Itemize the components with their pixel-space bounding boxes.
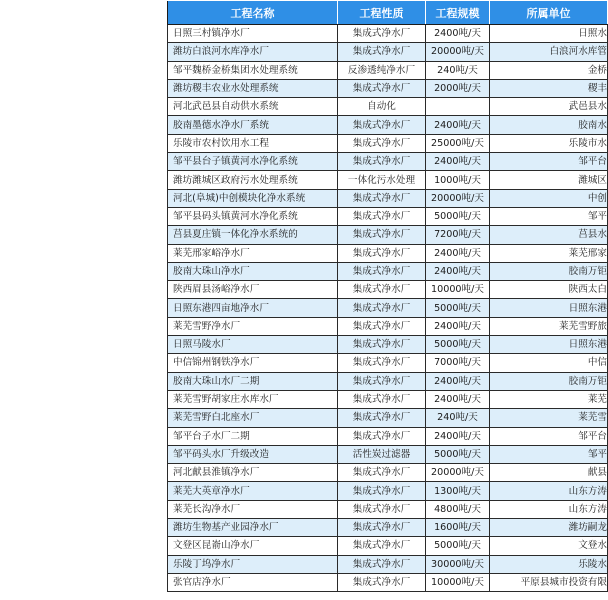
cell-owner-unit: 山东方涛 — [490, 500, 608, 518]
cell-project-scale: 2400吨/天 — [426, 262, 490, 280]
table-row — [168, 555, 608, 573]
cell-project-name: 邹平台子水厂二期 — [168, 427, 338, 445]
table-row — [168, 25, 608, 43]
cell-project-scale: 1300吨/天 — [426, 482, 490, 500]
cell-project-scale: 5000吨/天 — [426, 445, 490, 463]
cell-project-scale: 30000吨/天 — [426, 555, 490, 573]
cell-project-type: 集成式净水厂 — [338, 244, 426, 262]
cell-project-scale: 7000吨/天 — [426, 354, 490, 372]
table-row — [168, 390, 608, 408]
cell-project-scale: 2400吨/天 — [426, 390, 490, 408]
header-row — [168, 1, 608, 25]
cell-project-type: 活性炭过滤器 — [338, 445, 426, 463]
cell-project-name: 莱芜邢家峪净水厂 — [168, 244, 338, 262]
table-row — [168, 445, 608, 463]
cell-project-name: 邹平魏桥金桥集团水处理系统 — [168, 61, 338, 79]
table-row — [168, 116, 608, 134]
table-row — [168, 226, 608, 244]
table-row — [168, 79, 608, 97]
cell-project-name: 河北献县淮镇净水厂 — [168, 464, 338, 482]
table-row — [168, 464, 608, 482]
table-body — [168, 25, 608, 592]
cell-owner-unit: 日照东港 — [490, 299, 608, 317]
cell-project-type: 集成式净水厂 — [338, 372, 426, 390]
cell-project-scale: 2400吨/天 — [426, 153, 490, 171]
cell-project-name: 河北武邑县自动供水系统 — [168, 98, 338, 116]
cell-owner-unit: 日照水 — [490, 25, 608, 43]
cell-owner-unit: 陕西太白 — [490, 281, 608, 299]
cell-owner-unit: 文登水 — [490, 537, 608, 555]
table-row — [168, 427, 608, 445]
table-row — [168, 500, 608, 518]
cell-project-type: 集成式净水厂 — [338, 317, 426, 335]
header-project-scale: 工程规模 — [426, 1, 490, 25]
cell-owner-unit: 莱芜邢家 — [490, 244, 608, 262]
cell-project-name: 陕西眉县汤峪净水厂 — [168, 281, 338, 299]
cell-project-scale: 5000吨/天 — [426, 537, 490, 555]
cell-project-type: 集成式净水厂 — [338, 281, 426, 299]
cell-project-scale: 2400吨/天 — [426, 244, 490, 262]
header-owner-unit: 所属单位 — [490, 1, 608, 25]
cell-project-scale: 7200吨/天 — [426, 226, 490, 244]
cell-owner-unit: 乐陵市水 — [490, 134, 608, 152]
table-row — [168, 336, 608, 354]
cell-project-type: 集成式净水厂 — [338, 573, 426, 591]
cell-project-scale: 5000吨/天 — [426, 299, 490, 317]
cell-owner-unit: 莒县水 — [490, 226, 608, 244]
cell-project-name: 莱芜大英章净水厂 — [168, 482, 338, 500]
cell-project-type: 集成式净水厂 — [338, 43, 426, 61]
cell-project-scale: 2400吨/天 — [426, 317, 490, 335]
cell-project-name: 邹平县码头镇黄河水净化系统 — [168, 207, 338, 225]
cell-owner-unit: 邹平 — [490, 207, 608, 225]
cell-project-name: 张官店净水厂 — [168, 573, 338, 591]
cell-owner-unit: 白浪河水库管 — [490, 43, 608, 61]
cell-owner-unit: 中创 — [490, 189, 608, 207]
cell-project-type: 集成式净水厂 — [338, 482, 426, 500]
cell-project-scale — [426, 98, 490, 116]
cell-project-name: 潍坊白浪河水库净水厂 — [168, 43, 338, 61]
table-row — [168, 207, 608, 225]
cell-project-type: 集成式净水厂 — [338, 354, 426, 372]
cell-project-scale: 4800吨/天 — [426, 500, 490, 518]
cell-project-type: 一体化污水处理 — [338, 171, 426, 189]
cell-project-type: 集成式净水厂 — [338, 555, 426, 573]
cell-project-scale: 20000吨/天 — [426, 464, 490, 482]
cell-project-name: 莱芜雪野白北座水厂 — [168, 409, 338, 427]
cell-owner-unit: 胶南万钜 — [490, 262, 608, 280]
table-row — [168, 519, 608, 537]
cell-project-scale: 10000吨/天 — [426, 573, 490, 591]
cell-project-type: 集成式净水厂 — [338, 207, 426, 225]
cell-project-type: 集成式净水厂 — [338, 390, 426, 408]
projects-table — [167, 0, 608, 592]
table-row — [168, 189, 608, 207]
cell-project-scale: 1000吨/天 — [426, 171, 490, 189]
cell-project-scale: 2400吨/天 — [426, 427, 490, 445]
cell-owner-unit: 稷丰 — [490, 79, 608, 97]
cell-project-name: 邹平码头水厂升级改造 — [168, 445, 338, 463]
cell-project-type: 集成式净水厂 — [338, 409, 426, 427]
cell-project-name: 中信锦州钢铁净水厂 — [168, 354, 338, 372]
cell-project-scale: 10000吨/天 — [426, 281, 490, 299]
cell-project-type: 集成式净水厂 — [338, 427, 426, 445]
cell-project-type: 集成式净水厂 — [338, 537, 426, 555]
cell-project-scale: 25000吨/天 — [426, 134, 490, 152]
cell-project-name: 潍坊生物基产业园净水厂 — [168, 519, 338, 537]
cell-project-type: 集成式净水厂 — [338, 226, 426, 244]
table-row — [168, 61, 608, 79]
cell-project-name: 莱芜雪野胡家庄水库水厂 — [168, 390, 338, 408]
cell-project-name: 胶南大珠山净水厂 — [168, 262, 338, 280]
table-row — [168, 354, 608, 372]
cell-project-type: 集成式净水厂 — [338, 116, 426, 134]
cell-owner-unit: 潍城区 — [490, 171, 608, 189]
cell-owner-unit: 平原县城市投资有限 — [490, 573, 608, 591]
cell-project-name: 乐陵丁坞净水厂 — [168, 555, 338, 573]
table-row — [168, 171, 608, 189]
cell-project-scale: 20000吨/天 — [426, 189, 490, 207]
table-row — [168, 43, 608, 61]
table-row — [168, 244, 608, 262]
cell-project-type: 集成式净水厂 — [338, 134, 426, 152]
table-row — [168, 409, 608, 427]
cell-project-scale: 20000吨/天 — [426, 43, 490, 61]
cell-owner-unit: 金桥 — [490, 61, 608, 79]
cell-project-type: 集成式净水厂 — [338, 262, 426, 280]
cell-project-name: 日照三村镇净水厂 — [168, 25, 338, 43]
cell-project-name: 莒县夏庄镇一体化净水系统的 — [168, 226, 338, 244]
table-header — [168, 1, 608, 25]
cell-project-name: 胶南大珠山水厂二期 — [168, 372, 338, 390]
cell-project-scale: 2000吨/天 — [426, 79, 490, 97]
cell-project-scale: 5000吨/天 — [426, 207, 490, 225]
cell-project-name: 潍坊稷丰农业水处理系统 — [168, 79, 338, 97]
cell-owner-unit: 山东方涛 — [490, 482, 608, 500]
cell-project-name: 河北(阜城)中创模块化净水系统 — [168, 189, 338, 207]
cell-owner-unit: 乐陵水 — [490, 555, 608, 573]
cell-project-name: 文登区昆嵛山净水厂 — [168, 537, 338, 555]
cell-project-name: 乐陵市农村饮用水工程 — [168, 134, 338, 152]
cell-project-scale: 2400吨/天 — [426, 116, 490, 134]
cell-project-scale: 240吨/天 — [426, 61, 490, 79]
header-project-type: 工程性质 — [338, 1, 426, 25]
cell-project-type: 集成式净水厂 — [338, 299, 426, 317]
table-row — [168, 153, 608, 171]
cell-project-type: 集成式净水厂 — [338, 79, 426, 97]
cell-project-name: 莱芜长沟净水厂 — [168, 500, 338, 518]
cell-project-type: 集成式净水厂 — [338, 25, 426, 43]
cell-project-scale: 2400吨/天 — [426, 25, 490, 43]
cell-project-scale: 2400吨/天 — [426, 372, 490, 390]
cell-project-name: 莱芜雪野净水厂 — [168, 317, 338, 335]
cell-project-name: 日照马陵水厂 — [168, 336, 338, 354]
cell-owner-unit: 邹平 — [490, 445, 608, 463]
cell-project-type: 集成式净水厂 — [338, 336, 426, 354]
cell-project-name: 潍坊潍城区政府污水处理系统 — [168, 171, 338, 189]
cell-project-type: 反渗透纯净水厂 — [338, 61, 426, 79]
table-row — [168, 262, 608, 280]
cell-owner-unit: 莱芜雪野旅 — [490, 317, 608, 335]
cell-owner-unit: 胶南万钜 — [490, 372, 608, 390]
table-row — [168, 98, 608, 116]
cell-owner-unit: 邹平台 — [490, 153, 608, 171]
cell-project-name: 日照东港四亩地净水厂 — [168, 299, 338, 317]
cell-project-type: 集成式净水厂 — [338, 153, 426, 171]
cell-owner-unit: 潍坊嗣龙 — [490, 519, 608, 537]
table-row — [168, 372, 608, 390]
header-project-name: 工程名称 — [168, 1, 338, 25]
table-row — [168, 317, 608, 335]
cell-project-type: 自动化 — [338, 98, 426, 116]
cell-owner-unit: 邹平台 — [490, 427, 608, 445]
cell-project-name: 邹平县台子镇黄河水净化系统 — [168, 153, 338, 171]
table-row — [168, 537, 608, 555]
cell-project-type: 集成式净水厂 — [338, 189, 426, 207]
cell-owner-unit: 武邑县水 — [490, 98, 608, 116]
cell-project-scale: 5000吨/天 — [426, 336, 490, 354]
cell-owner-unit: 胶南水 — [490, 116, 608, 134]
cell-owner-unit: 莱芜雪 — [490, 409, 608, 427]
cell-project-type: 集成式净水厂 — [338, 464, 426, 482]
cell-owner-unit: 莱芜 — [490, 390, 608, 408]
table-row — [168, 573, 608, 591]
table-row — [168, 281, 608, 299]
cell-project-type: 集成式净水厂 — [338, 519, 426, 537]
cell-owner-unit: 献县 — [490, 464, 608, 482]
cell-project-scale: 1600吨/天 — [426, 519, 490, 537]
table-row — [168, 299, 608, 317]
table-row — [168, 134, 608, 152]
cell-owner-unit: 日照东港 — [490, 336, 608, 354]
cell-owner-unit: 中信 — [490, 354, 608, 372]
cell-project-scale: 240吨/天 — [426, 409, 490, 427]
cell-project-type: 集成式净水厂 — [338, 500, 426, 518]
table-row — [168, 482, 608, 500]
cell-project-name: 胶南墨德水净水厂系统 — [168, 116, 338, 134]
